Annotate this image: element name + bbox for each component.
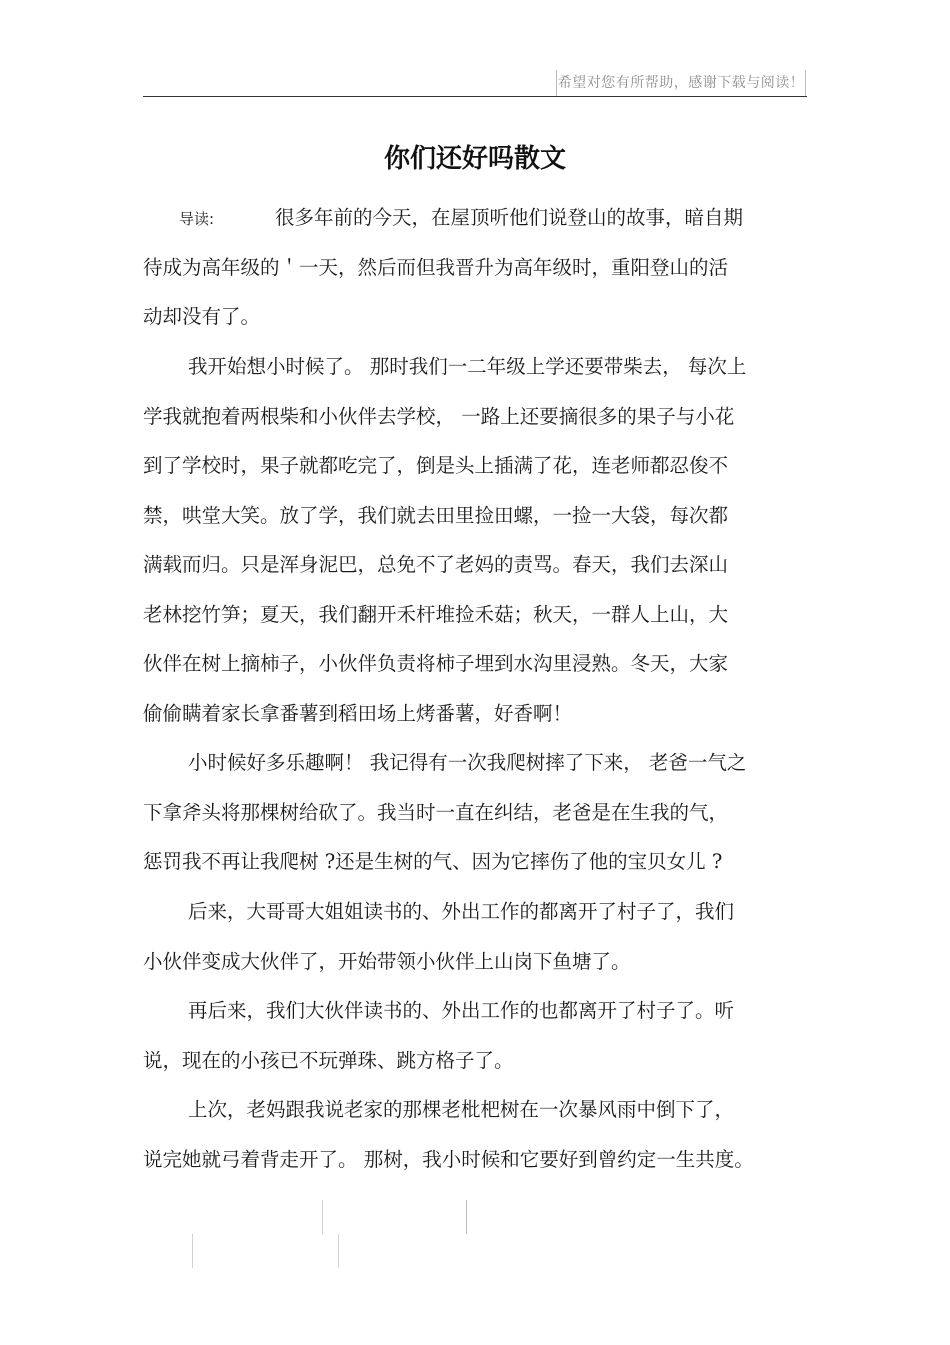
paragraph-line: 伙伴在树上摘柿子，小伙伴负责将柿子埋到水沟里浸熟。冬天，大家	[143, 652, 729, 675]
paragraph-line: 学我就抱着两根柴和小伙伴去学校， 一路上还要摘很多的果子与小花	[143, 404, 735, 428]
scan-mark	[466, 1200, 467, 1234]
paragraph-line: 小时候好多乐趣啊！ 我记得有一次我爬树摔了下来， 老爸一气之	[188, 751, 747, 774]
lead-line: 动却没有了。	[143, 305, 261, 328]
paragraph-line: 禁，哄堂大笑。放了学，我们就去田里捡田螺，一捡一大袋，每次都	[143, 503, 729, 527]
paragraph-3	[143, 887, 808, 986]
paragraph-line: 偷偷瞒着家长拿番薯到稻田场上烤番薯，好香啊！	[143, 701, 573, 725]
paragraph-2	[143, 738, 808, 887]
scan-mark	[322, 1200, 323, 1234]
header-divider	[143, 96, 807, 97]
document-title: 你们还好吗散文	[383, 144, 566, 175]
paragraph-line: 到了学校时，果子就都吃完了，倒是头上插满了花，连老师都忍俊不	[143, 454, 729, 477]
paragraph-line: 惩罚我不再让我爬树 ?还是生树的气、因为它摔伤了他的宝贝女儿 ?	[143, 850, 723, 873]
lead-line-text: 很多年前的今天，在屋顶听他们说登山的故事，暗自期	[275, 206, 744, 229]
paragraph-5	[143, 1085, 808, 1184]
paragraph-line: 说完她就弓着背走开了。 那树，我小时候和它要好到曾约定一生共度。	[143, 1147, 754, 1171]
paragraph-line: 老林挖竹笋；夏天，我们翻开禾杆堆捡禾菇；秋天，一群人上山，大	[143, 602, 729, 626]
header-note: 希望对您有所帮助，感谢下载与阅读！	[556, 70, 806, 96]
paragraph-line: 下拿斧头将那棵树给砍了。我当时一直在纠结，老爸是在生我的气，	[143, 800, 729, 824]
paragraph-line: 小伙伴变成大伙伴了，开始带领小伙伴上山岗下鱼塘了。	[143, 949, 631, 973]
lead-line: 待成为高年级的＇一天，然后而但我晋升为高年级时，重阳登山的活	[143, 255, 729, 279]
lead-line	[143, 193, 808, 243]
paragraph-4	[143, 986, 808, 1085]
lead-paragraph	[143, 193, 808, 342]
lead-label: 导读:	[179, 210, 215, 228]
scan-mark	[192, 1234, 193, 1268]
paragraph-1	[143, 342, 808, 738]
paragraph-line: 我开始想小时候了。 那时我们一二年级上学还要带柴去， 每次上	[188, 355, 747, 378]
paragraph-line: 上次，老妈跟我说老家的那棵老枇杷树在一次暴风雨中倒下了，	[188, 1098, 735, 1121]
paragraph-line: 后来，大哥哥大姐姐读书的、外出工作的都离开了村子了，我们	[188, 900, 735, 923]
paragraph-line: 满载而归。只是浑身泥巴，总免不了老妈的责骂。春天，我们去深山	[143, 553, 729, 576]
paragraph-line: 说，现在的小孩已不玩弹珠、跳方格子了。	[143, 1048, 514, 1072]
scan-mark	[338, 1234, 339, 1268]
paragraph-line: 再后来，我们大伙伴读书的、外出工作的也都离开了村子了。听	[188, 999, 735, 1022]
